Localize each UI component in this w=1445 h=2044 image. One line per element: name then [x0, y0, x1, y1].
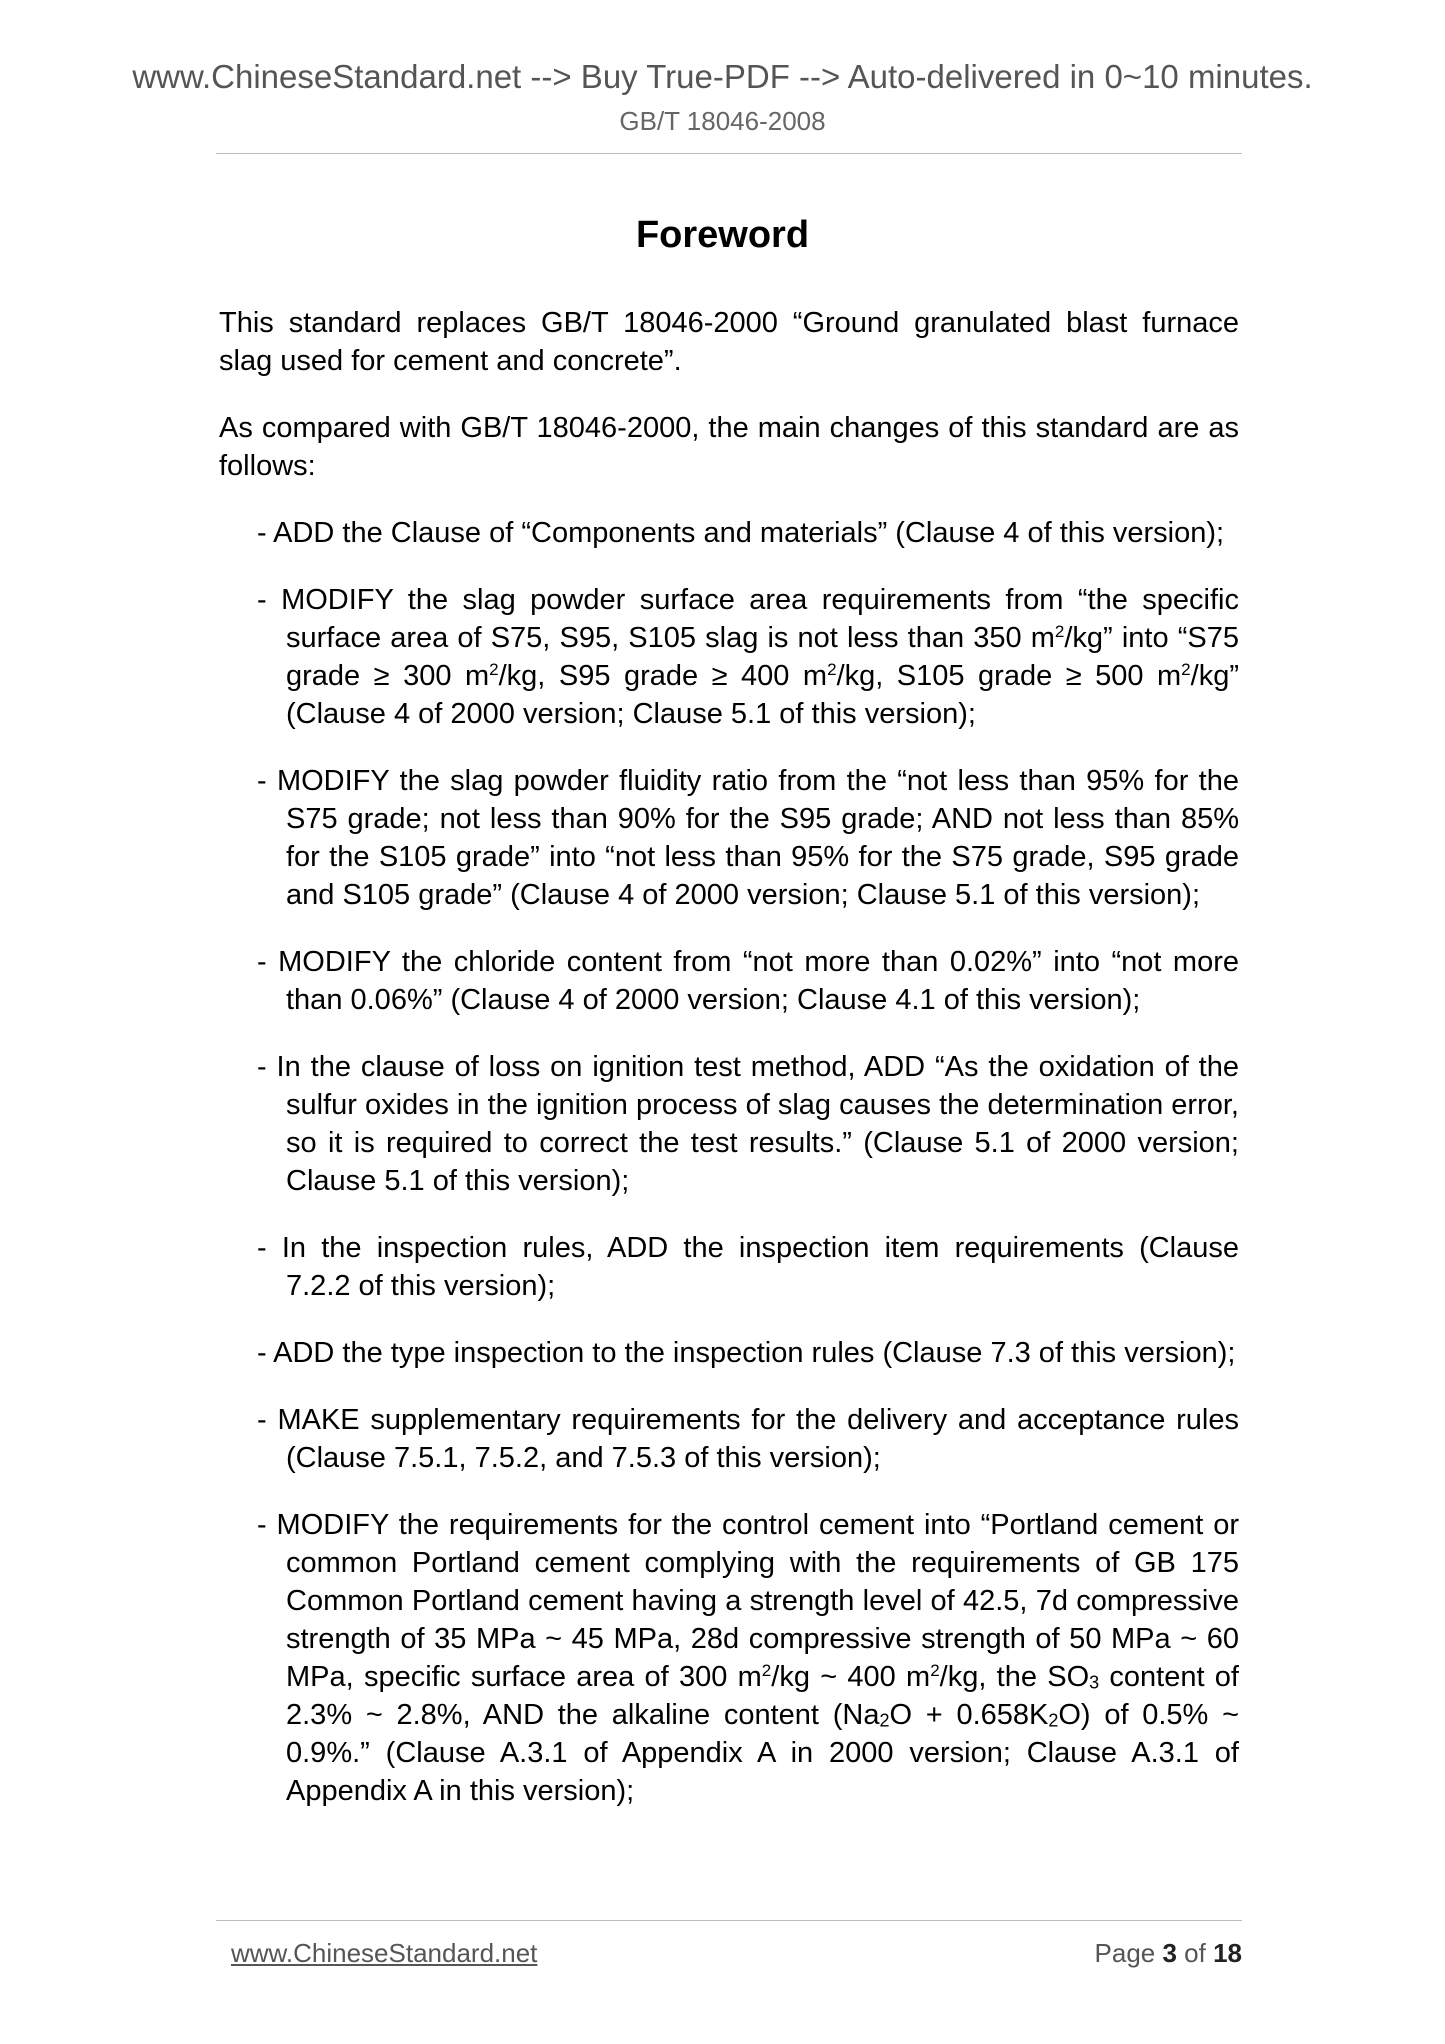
footer-site-link[interactable]: www.ChineseStandard.net [231, 1938, 538, 1968]
foreword-body [219, 304, 1239, 1810]
footer-divider [216, 1920, 1242, 1921]
change-item: - MAKE supplementary requirements for the delivery and acceptance rules (Clause 7.5.1, 7.5.2, and 7.5.3 of this version); [257, 1404, 1239, 1474]
change-item: - MODIFY the requirements for the control cement into “Portland cement or common Portland cement complying with the requirements of GB 175 Common Portland cement having a strength level of 42.5, 7d compressive strength of 35 MPa ~ 45 MPa, 28d compressive strength of 50 MPa ~ 60 MPa, specific surface area of 300 $m^2/kg$ ~ 400 $m^2/kg$, the $SO_3$ content of 2.3% ~ 2.8%, AND the alkaline content $(Na_2O + 0.658K_2O)$ of 0.5% ~ 0.9%.” (Clause A.3.1 of Appendix A in 2000 version; Clause A.3.1 of Appendix A in this version); [257, 1509, 1240, 1807]
header-standard-id: GB/T 18046-2008 [619, 106, 826, 136]
intro-paragraph: This standard replaces GB/T 18046-2000 “Ground granulated blast furnace slag used for cement and concrete”. [219, 307, 1239, 377]
changes-lead-paragraph: As compared with GB/T 18046-2000, the main changes of this standard are as follows: [219, 412, 1239, 482]
change-item: - In the inspection rules, ADD the inspection item requirements (Clause 7.2.2 of this version); [257, 1232, 1239, 1302]
header-banner: www.ChineseStandard.net --> Buy True-PDF --> Auto-delivered in 0~10 minutes. [132, 58, 1313, 95]
change-item: - MODIFY the chloride content from “not more than 0.02%” into “not more than 0.06%” (Clause 4 of 2000 version; Clause 4.1 of this version); [257, 946, 1239, 1016]
change-item: - In the clause of loss on ignition test method, ADD “As the oxidation of the sulfur oxides in the ignition process of slag causes the determination error, so it is required to correct the test results.” (Clause 5.1 of 2000 version; Clause 5.1 of this version); [257, 1051, 1239, 1197]
page-number: Page 3 of 18 [1094, 1938, 1242, 1968]
page-title: Foreword [635, 214, 810, 256]
header-divider [216, 153, 1242, 154]
change-item: - MODIFY the slag powder fluidity ratio from the “not less than 95% for the S75 grade; not less than 90% for the S95 grade; AND not less than 85% for the S105 grade” into “not less than 95% for the S75 grade, S95 grade and S105 grade” (Clause 4 of 2000 version; Clause 5.1 of this version); [257, 765, 1239, 911]
change-item: - MODIFY the slag powder surface area requirements from “the specific surface area of S75, S95, S105 slag is not less than 350 $m^2/kg$” into “S75 grade ≥ 300 $m^2/kg$, S95 grade ≥ 400 $m^2/kg$, S105 grade ≥ 500 $m^2/kg$” (Clause 4 of 2000 version; Clause 5.1 of this version); [257, 584, 1239, 730]
change-item: - ADD the Clause of “Components and materials” (Clause 4 of this version); [257, 517, 1225, 549]
change-item: - ADD the type inspection to the inspection rules (Clause 7.3 of this version); [257, 1337, 1236, 1369]
